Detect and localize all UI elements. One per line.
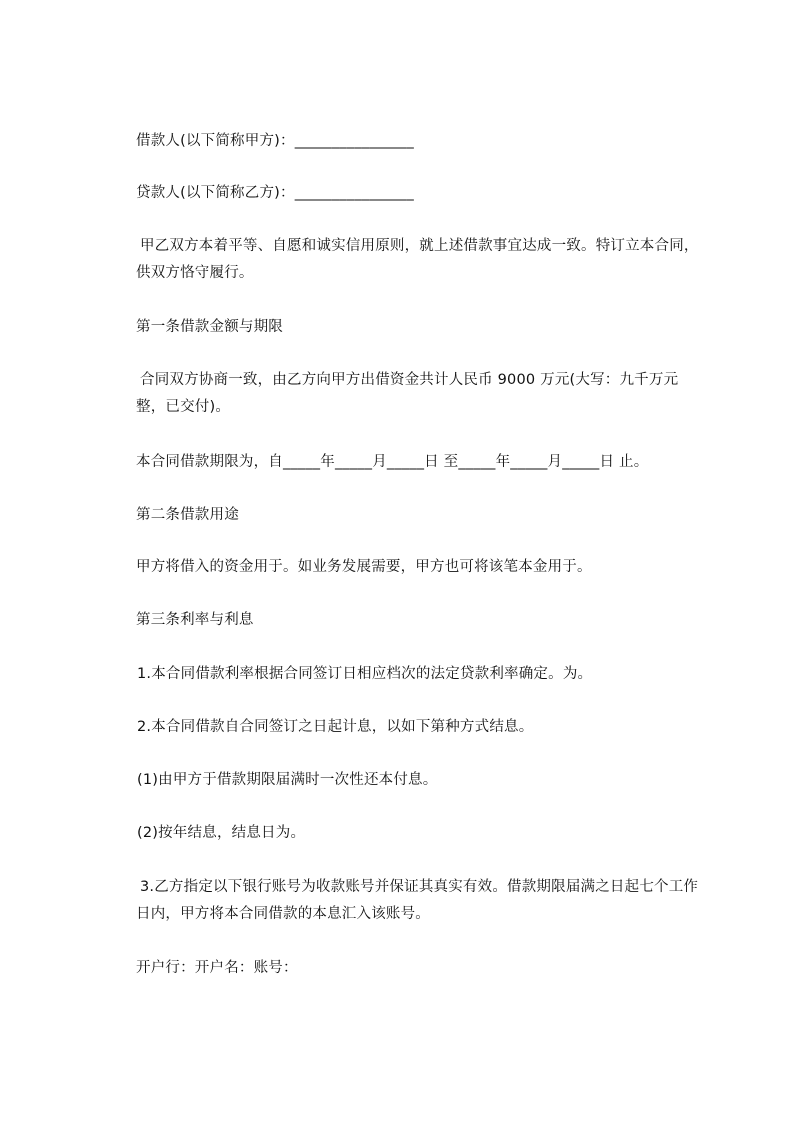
intro-paragraph: 甲乙双方本着平等、自愿和诚实信用原则，就上述借款事宜达成一致。特订立本合同，供双方恪守履行。 <box>136 238 699 281</box>
article3-option1: (1)由甲方于借款期限届满时一次性还本付息。 <box>137 772 438 788</box>
bank-account-line: 开户行：开户名：账号： <box>136 960 298 976</box>
article1-amount-paragraph: 合同双方协商一致，由乙方向甲方出借资金共计人民币 9000 万元(大写：九千万元整，已交付)。 <box>136 372 679 415</box>
article1-period-line: 本合同借款期限为，自_____年_____月_____日 至_____年_____月_____日 止。 <box>136 454 649 470</box>
borrower-line: 借款人(以下简称甲方)：________________ <box>136 133 414 149</box>
article2-body: 甲方将借入的资金用于。如业务发展需要，甲方也可将该笔本金用于。 <box>136 559 592 575</box>
article3-item2: 2.本合同借款自合同签订之日起计息，以如下第种方式结息。 <box>137 719 534 735</box>
article3-item3: 3.乙方指定以下银行账号为收款账号并保证其真实有效。借款期限届满之日起七个工作日内，甲方将本合同借款的本息汇入该账号。 <box>136 879 699 922</box>
article3-title: 第三条利率与利息 <box>136 612 254 628</box>
article3-option2: (2)按年结息，结息日为。 <box>137 825 306 841</box>
lender-line: 贷款人(以下简称乙方)：________________ <box>136 185 414 201</box>
article1-title: 第一条借款金额与期限 <box>136 319 283 335</box>
article2-title: 第二条借款用途 <box>136 507 239 523</box>
article3-item1: 1.本合同借款利率根据合同签订日相应档次的法定贷款利率确定。为。 <box>137 666 593 682</box>
